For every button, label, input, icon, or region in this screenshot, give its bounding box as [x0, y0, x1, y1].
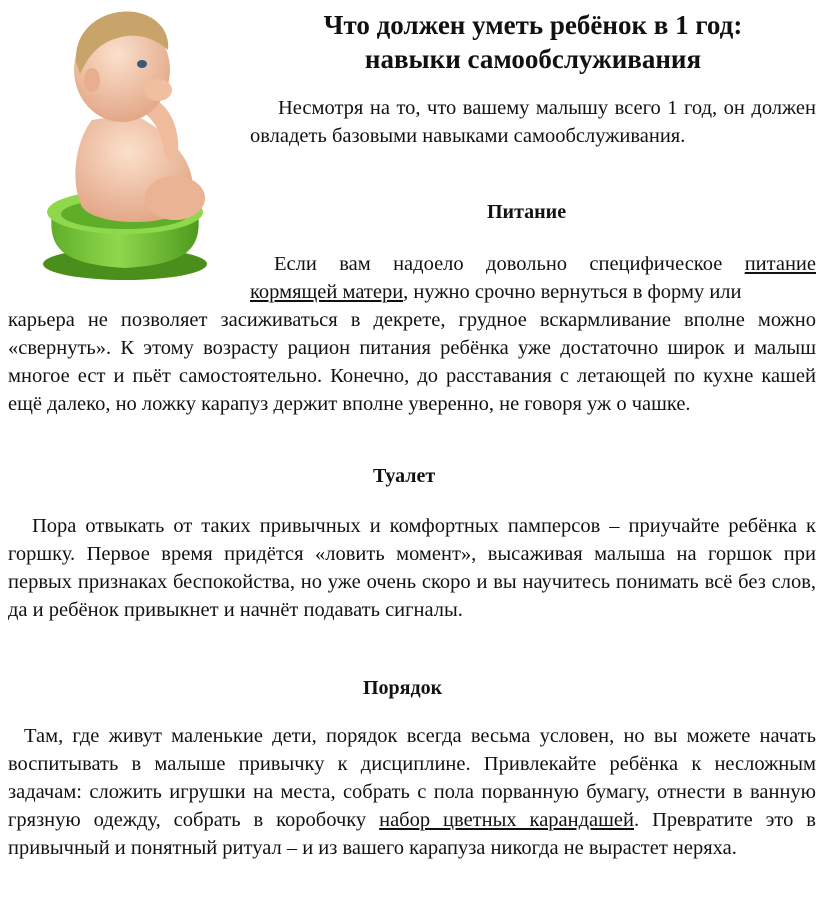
- intro-paragraph: Несмотря на то, что вашему малышу всего 1 год, он должен овладеть базовыми навыками самообслуживания.: [250, 97, 816, 147]
- title-line-1: Что должен уметь ребёнок в 1 год:: [323, 10, 743, 40]
- toilet-paragraph: Пора отвыкать от таких привычных и комфортных памперсов – приучайте ребёнка к горшку. Первое время придётся «ловить момент», высаживая малыша на горшок при первых признаках беспокойства, но уже очень скоро и вы научитесь понимать всё без слов, да и ребёнок привыкнет и начнёт подавать сигналы.: [8, 515, 816, 621]
- nutrition-paragraph: карьера не позволяет засиживаться в декрете, грудное вскармливание вполне можно «свернуть». К этому возрасту рацион питания ребёнка уже достаточно широк и малыш многое ест и пьёт самостоятельно. Конечно, до расставания с летающей по кухне кашей ещё далеко, но ложку карапуз держит вполне уверенно, не говоря уж о чашке.: [8, 309, 816, 415]
- title-line-2: навыки самообслуживания: [364, 44, 702, 74]
- nutrition-text-before: Если вам надоело довольно специфическое: [274, 253, 745, 275]
- section-heading-toilet: Туалет: [373, 465, 436, 487]
- nutrition-text-after-short: , нужно срочно вернуться в форму или: [403, 281, 742, 303]
- section-heading-nutrition: Питание: [487, 201, 567, 223]
- section-heading-order: Порядок: [363, 677, 443, 699]
- nursing-nutrition-link[interactable]: питание кормящей матери: [250, 253, 816, 303]
- nutrition-paragraph-start: [250, 250, 816, 306]
- page-title: [250, 8, 816, 76]
- colored-pencils-link[interactable]: набор цветных карандашей: [379, 809, 635, 831]
- order-text-after: . Превратите это в привычный и понятный ритуал – и из вашего карапуза никогда не вырастет неряха.: [8, 809, 816, 859]
- order-text-before: Там, где живут маленькие дети, порядок всегда весьма условен, но вы можете начать воспитывать в малыше привычку к дисциплине. Привлекайте ребёнка к несложным задачам: сложить игрушки на места, собрать с пола порванную бумагу, отнести в ванную грязную одежду, собрать в коробочку: [8, 725, 816, 831]
- baby-on-potty-image: [30, 2, 230, 284]
- order-paragraph: [8, 722, 816, 862]
